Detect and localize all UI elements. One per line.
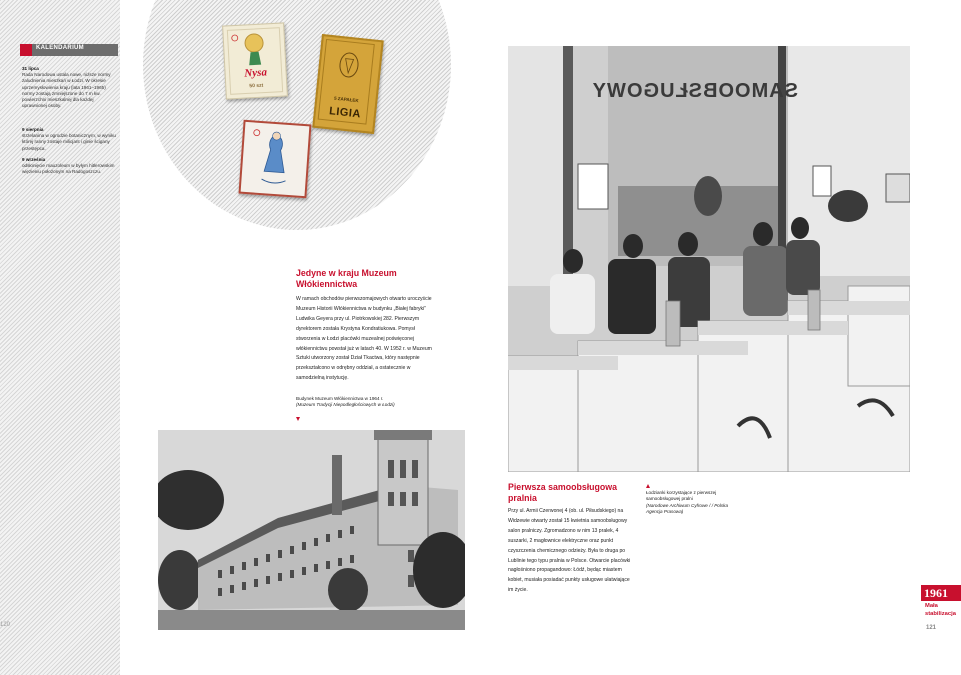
page-number-right: 121 [926,625,937,631]
building-illustration [158,430,465,630]
museum-caption-source: (Muzeum Tradycji Niepodległościowych w Łodzi) [296,402,395,408]
museum-article-body: W ramach obchodów pierwszomajowych otwarto uroczyście Muzeum Historii Włókiennictwa w budynku „Białej fabryki” Ludwika Geyera przy ul. Piotrkowskiej 282. Pierwszym dyrektorem została Krystyna Kondratiukowa. Pomysł stworzenia w Łodzi placówki muzealnej poświęconej włókiennictwu powstał już w latach 40. W 1952 r. w Muzeum Sztuki utworzony został Dział Tkactwa, który następnie przekształcono w odrębny oddział, a ostatecznie w samodzielną instytucję. [296,296,432,382]
calendar-entry-text: strzelanina w ogrodzie botanicznym, w wyniku której ranny zostaje milicjant i ginie ścigany przestępca. [22,133,116,151]
matchbox-nysa-image [222,22,288,99]
museum-photo-caption [296,396,446,409]
museum-article-title: Jedyne w kraju Muzeum Włókiennictwa [296,268,397,289]
calendar-header-marker [20,44,32,56]
laundry-photo-caption [646,490,736,516]
page-number-left: 120 [0,622,11,628]
caption-pointer-up-icon [646,484,650,488]
matchbox-figure-image [239,120,312,199]
laundry-photo [508,46,910,472]
laundry-article-body: Przy ul. Armii Czerwonej 4 (ob. ul. Piłsudskiego) na Widzewie otwarty został 15 kwietnia samoobsługowy salon pralniczy. Zgromadzono w nim 13 pralek, 4 suszarki, 2 magłownice elektryczne oraz punkt czyszczenia chemicznego odzieży. Była to druga po Lublinie tego typu pralnia w Polsce. Otwarcie placówki nagłośniono propagandowo: Łódź, będąc miastem kobiet, musiała posiadać punkty usługowe ułatwiające im życie. [508,508,631,594]
calendar-entry [22,157,118,176]
calendar-heading: KALENDARIUM [36,45,84,51]
calendar-entry [22,127,118,152]
matchbox-figure-graphic [241,122,310,196]
calendar-entry-text: odsłonięcie mauzoleum w byłym hitlerowskim więzieniu położonym na Radogoszczu. [22,163,115,175]
caption-pointer-down-icon [296,417,300,421]
chapter-year-badge: 1961 [921,585,961,601]
calendar-entry-date: 9 sierpnia [22,127,44,132]
calendar-entry-date: 9 września [22,157,46,162]
matchbox-nysa-brand: Nysa [244,66,268,80]
matchbox-ligia-sub: 5 ZAPAŁEK [333,95,359,104]
museum-caption-text: Budynek Muzeum Włókiennictwa w 1964 r. [296,396,384,401]
museum-building-photo [158,430,465,630]
chapter-subtitle: Mała stabilizacja [925,603,956,617]
matchbox-nysa-sub: 50 szt [249,82,264,90]
calendar-entry [22,66,118,109]
laundry-article-title: Pierwsza samoobsługowa pralnia [508,482,618,503]
laundry-caption-source: (Narodowe Archiwum Cyfrowe / / Polska Agencja Prasowa) [646,502,729,515]
matchbox-ligia-image [312,34,383,134]
calendar-entry-date: 31 lipca [22,66,39,71]
laundry-window-lettering: SAMOOBSŁUGOWY [591,80,798,102]
calendar-entry-text: Rada Narodowa ustala nowe, niższe normy zaludnienia mieszkań w Łodzi. W okresie uprzemysłowienia kraju (lata 1961–1965) normy zostają zmniejszone do 7 m kw. powierzchni mieszkalnej dla każdej uprawnionej osoby. [22,72,111,109]
matchbox-ligia-brand: LIGIA [328,105,362,121]
laundry-caption-text: Łodzianki korzystające z pierwszej samoobsługowej pralni [646,490,717,502]
laundry-illustration [508,46,910,472]
